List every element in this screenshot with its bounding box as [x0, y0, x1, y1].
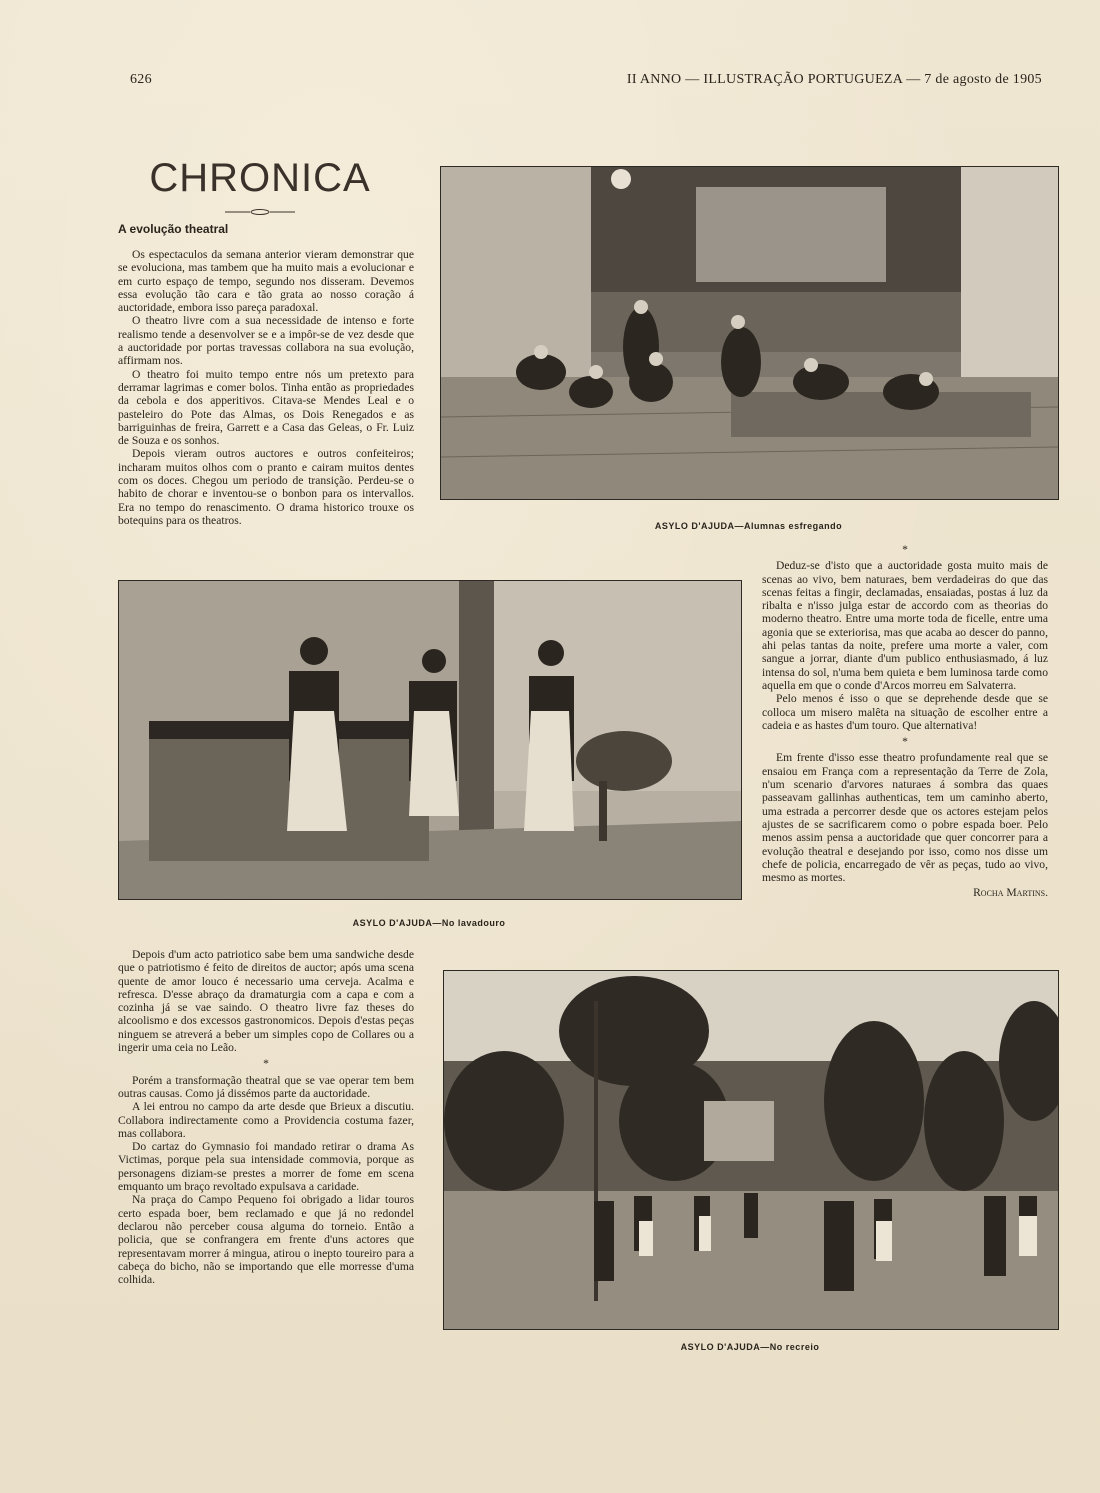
ornament-divider — [225, 208, 295, 216]
paragraph: Do cartaz do Gymnasio foi mandado retirar o drama As Victimas, porque pela sua intensidade commovia, porque as personagens diziam-se prestes a morrer de fome em scena emquanto um braço revoltado expulsava a caridade. — [118, 1140, 414, 1194]
section-heading: A evolução theatral — [118, 222, 229, 236]
author-signature: Rocha Martins. — [973, 886, 1048, 900]
caption-photo-2: ASYLO D'AJUDA—No lavadouro — [352, 918, 506, 928]
photo-alumnas-esfregando — [440, 166, 1059, 500]
paragraph: Depois d'um acto patriotico sabe bem uma sandwiche desde que o patriotismo é feito de direitos de auctor; após uma scena quente de amor louco é necessario uma cerveja. Acalma e refresca. D'esse abraço da dramaturgia com a capa e com a cozinha já se vae saindo. O theatro livre faz theses do alcoolismo e dos excessos gastronomicos. Depois d'estas peças ninguem se atreverá a beber um simples copo de Collares ou a ingerir uma ceia no Leão. — [118, 948, 414, 1055]
paragraph: Os espectaculos da semana anterior vieram demonstrar que se evoluciona, mas tambem que ha muito mais a evolucionar e em curto espaço de tempo, segundo nos disseram. Devemos essa evolução tão cara e tão grata ao nosso coração á auctoridade, embora isso pareça paradoxal. — [118, 248, 414, 315]
article-column-3 — [118, 948, 414, 1286]
paragraph: Na praça do Campo Pequeno foi obrigado a lidar touros certo espada boer, bem reclamado e que já no redondel declarou não perceber cousa alguma do torneio. Então a policia, que se confrangera em frente d'uns actores que representavam morrer á mingua, atirou o inepto toureiro para a cabeça do bicho, não se importando que elle morresse d'uma colhida. — [118, 1193, 414, 1287]
paragraph: Deduz-se d'isto que a auctoridade gosta muito mais de scenas ao vivo, bem naturaes, bem verdadeiras do que das scenas feitas a fingir, declamadas, ensaiadas, postas á luz da ribalta e n'isso julga estar de accordo com as theorias do moderno theatro. Entre uma morte toda de ficelle, entre uma agonia que se exteriorisa, mas que acaba ao descer do panno, ahi pelas tantas da noite, prefere uma morte a valer, com sangue a jorrar, diante d'um publico enthusiasmado, á luz intensa do sol, n'uma bem quieta e bem luminosa tarde como aquella em que o conde d'Arcos morreu em Salvaterra. — [762, 559, 1048, 692]
separator-star: * — [263, 1057, 269, 1071]
paragraph: O theatro foi muito tempo entre nós um pretexto para derramar lagrimas e comer bolos. Tinha então as propriedades da cebola e dos apperitivos. Citava-se Mendes Leal e o pasteleiro do Pote das Almas, os Dois Renegados e as barriguinhas de freira, Garrett e a Casa das Geleas, o Fr. Luiz de Souza e os sonhos. — [118, 367, 414, 448]
separator-star: * — [902, 735, 908, 749]
photo-no-recreio — [443, 970, 1059, 1330]
article-column-1 — [118, 248, 414, 527]
separator-star: * — [902, 543, 908, 556]
running-header: II ANNO — ILLUSTRAÇÃO PORTUGUEZA — 7 de agosto de 1905 — [626, 72, 1042, 87]
caption-photo-3: ASYLO D'AJUDA—No recreio — [680, 1342, 820, 1352]
article-column-2 — [762, 540, 1048, 900]
paragraph: O theatro livre com a sua necessidade de intenso e forte realismo tende a desenvolver se e a impôr-se de vez desde que a auctoridade por portas travessas collabora na sua evolução, affirmam nos. — [118, 314, 414, 368]
caption-photo-1: ASYLO D'AJUDA—Alumnas esfregando — [654, 521, 843, 531]
page-title: CHRONICA — [149, 156, 371, 200]
paragraph: Em frente d'isso esse theatro profundamente real que se ensaiou em França com a representação da Terre de Zola, n'um scenario d'arvores naturaes á sombra das quaes passeavam gallinhas authenticas, tem um caminho aberto, uma estrada a percorrer desde que os actores estejam pelos ajustes de se sacrificarem como o pobre espada boer. Pelo menos assim pensa a auctoridade que quer concorrer para a evolução theatral e desejando por isso, como nos disse um chefe de policia, encarregado de vêr as peças, tudo ao vivo, mesmo as mortes. — [762, 751, 1048, 885]
photo-no-lavadouro — [118, 580, 742, 900]
paragraph: Depois vieram outros auctores e outros confeiteiros; incharam muitos olhos com o pranto e cairam muitos dentes com os doces. Chegou um periodo de transição. Perdeu-se o habito de chorar e inventou-se o bonbon para os intervallos. Era no tempo do renascimento. O drama historico trouxe os botequins para os theatros. — [118, 447, 414, 527]
paragraph: Porém a transformação theatral que se vae operar tem bem outras causas. Como já dissémos parte da auctoridade. — [118, 1073, 414, 1100]
paragraph: A lei entrou no campo da arte desde que Brieux a discutiu. Collabora indirectamente como a Providencia costuma fazer, mas collabora. — [118, 1100, 414, 1140]
paragraph: Pelo menos é isso o que se deprehende desde que se colloca um misero malêta na situação de escolher entre a cadeia e as hastes d'um touro. Que alternativa! — [762, 692, 1048, 732]
page-number: 626 — [130, 72, 152, 87]
